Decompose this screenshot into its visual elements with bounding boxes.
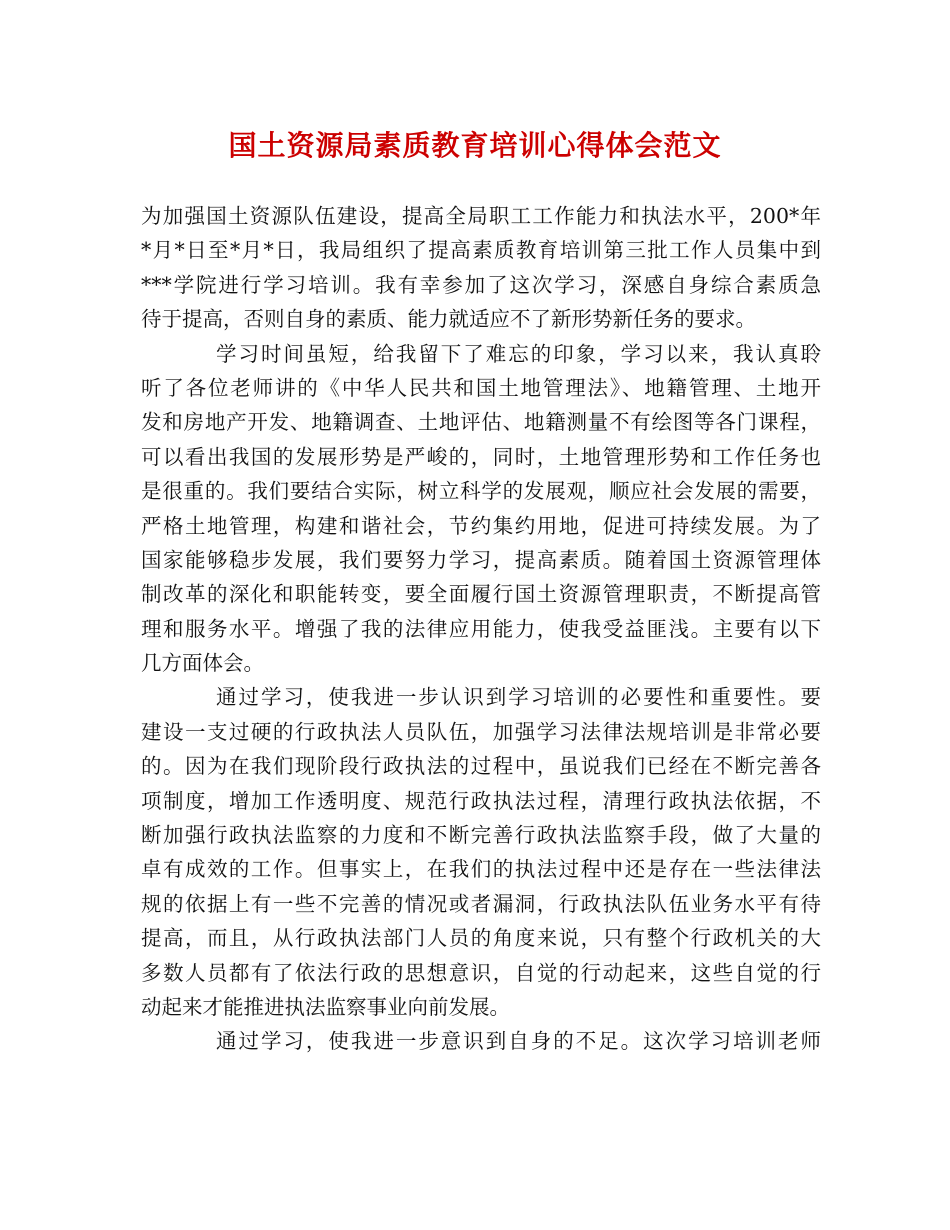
text-line: 提高，而且，从行政执法部门人员的角度来说，只有整个行政机关的大 bbox=[141, 926, 821, 951]
text-line: 发和房地产开发、地籍调查、土地评估、地籍测量不有绘图等各门课程， bbox=[141, 410, 821, 435]
text-line: 动起来才能推进执法监察事业向前发展。 bbox=[141, 994, 510, 1019]
paragraph bbox=[141, 680, 821, 1024]
text-line: 通过学习，使我进一步认识到学习培训的必要性和重要性。要 bbox=[216, 685, 821, 710]
text-line: 通过学习，使我进一步意识到自身的不足。这次学习培训老师 bbox=[216, 1029, 821, 1054]
text-line: 规的依据上有一些不完善的情况或者漏洞，行政执法队伍业务水平有待 bbox=[141, 891, 821, 916]
text-line: *月*日至*月*日，我局组织了提高素质教育培训第三批工作人员集中到 bbox=[141, 238, 821, 263]
text-line: 是很重的。我们要结合实际，树立科学的发展观，顺应社会发展的需要， bbox=[141, 479, 821, 504]
paragraph bbox=[141, 337, 821, 681]
text-line: 建设一支过硬的行政执法人员队伍，加强学习法律法规培训是非常必要 bbox=[141, 719, 821, 744]
text-line: 理和服务水平。增强了我的法律应用能力，使我受益匪浅。主要有以下 bbox=[141, 616, 821, 641]
text-line: 学习时间虽短，给我留下了难忘的印象，学习以来，我认真聆 bbox=[216, 341, 821, 366]
document-title: 国土资源局素质教育培训心得体会范文 bbox=[228, 129, 722, 162]
text-line: 听了各位老师讲的《中华人民共和国土地管理法》、地籍管理、土地开 bbox=[141, 375, 821, 400]
text-line: 制改革的深化和职能转变，要全面履行国土资源管理职责，不断提高管 bbox=[141, 582, 821, 607]
text-line: 卓有成效的工作。但事实上，在我们的执法过程中还是存在一些法律法 bbox=[141, 857, 821, 882]
text-line: 为加强国土资源队伍建设，提高全局职工工作能力和执法水平，200*年 bbox=[141, 204, 821, 228]
text-line: 待于提高，否则自身的素质、能力就适应不了新形势新任务的要求。 bbox=[141, 307, 756, 332]
text-line: 几方面体会。 bbox=[141, 651, 264, 676]
paragraph bbox=[141, 199, 821, 337]
text-line: 项制度，增加工作透明度、规范行政执法过程，清理行政执法依据，不 bbox=[141, 788, 821, 813]
text-line: 的。因为在我们现阶段行政执法的过程中，虽说我们已经在不断完善各 bbox=[141, 754, 821, 779]
paragraph bbox=[141, 1024, 821, 1058]
text-line: 国家能够稳步发展，我们要努力学习，提高素质。随着国土资源管理体 bbox=[141, 547, 821, 572]
text-line: 严格土地管理，构建和谐社会，节约集约用地，促进可持续发展。为了 bbox=[141, 513, 821, 538]
text-line: 断加强行政执法监察的力度和不断完善行政执法监察手段，做了大量的 bbox=[141, 823, 821, 848]
text-line: 多数人员都有了依法行政的思想意识，自觉的行动起来，这些自觉的行 bbox=[141, 960, 821, 985]
document-body bbox=[141, 199, 821, 1059]
text-line: ***学院进行学习培训。我有幸参加了这次学习，深感自身综合素质急 bbox=[141, 272, 821, 297]
text-line: 可以看出我国的发展形势是严峻的，同时，土地管理形势和工作任务也 bbox=[141, 444, 821, 469]
